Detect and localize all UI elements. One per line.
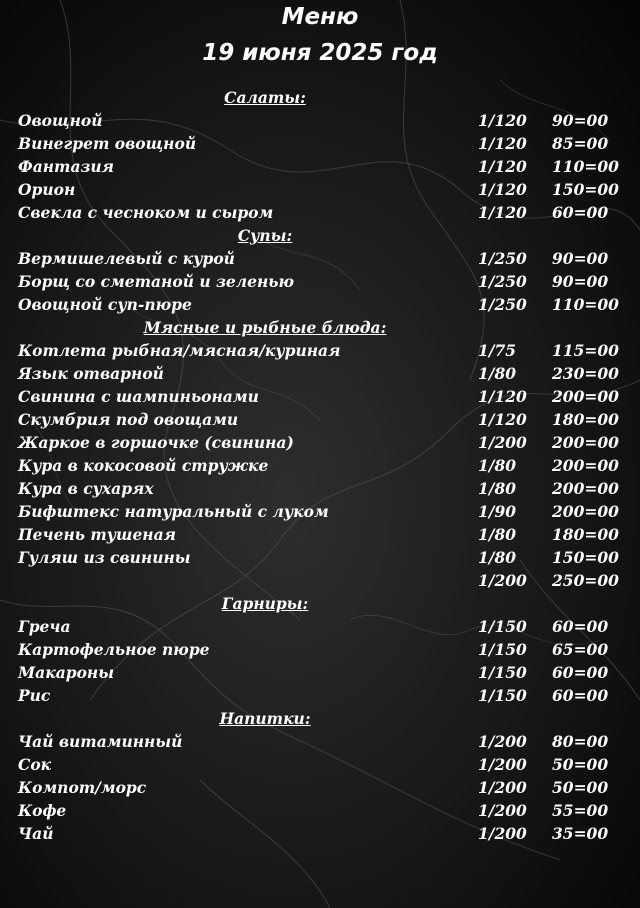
item-price: 250=00 xyxy=(552,571,619,590)
item-name: Кура в сухарях xyxy=(18,479,154,498)
item-price: 50=00 xyxy=(552,778,609,797)
item-name: Кура в кокосовой стружке xyxy=(18,456,269,475)
item-portion: 1/200 xyxy=(478,732,527,751)
item-price: 90=00 xyxy=(552,111,609,130)
menu-item xyxy=(0,431,640,454)
menu-item xyxy=(0,684,640,707)
item-name: Сок xyxy=(18,755,52,774)
item-portion: 1/120 xyxy=(478,111,527,130)
item-price: 110=00 xyxy=(552,157,619,176)
menu-list xyxy=(0,86,640,845)
item-portion: 1/200 xyxy=(478,801,527,820)
item-name: Язык отварной xyxy=(18,364,164,383)
menu-item xyxy=(0,109,640,132)
section-heading-sides: Гарниры: xyxy=(221,594,309,613)
item-portion: 1/200 xyxy=(478,571,527,590)
menu-item xyxy=(0,270,640,293)
item-price: 115=00 xyxy=(552,341,619,360)
item-name: Греча xyxy=(18,617,71,636)
menu-item xyxy=(0,477,640,500)
item-price: 35=00 xyxy=(552,824,609,843)
item-name: Овощной xyxy=(18,111,103,130)
item-name: Вермишелевый с курой xyxy=(18,249,235,268)
item-portion: 1/250 xyxy=(478,295,527,314)
item-price: 60=00 xyxy=(552,203,609,222)
section-heading-meat-fish: Мясные и рыбные блюда: xyxy=(143,318,387,337)
menu-item xyxy=(0,822,640,845)
item-price: 55=00 xyxy=(552,801,609,820)
menu-item xyxy=(0,132,640,155)
item-price: 60=00 xyxy=(552,617,609,636)
item-portion: 1/80 xyxy=(478,456,517,475)
item-name: Чай витаминный xyxy=(18,732,183,751)
item-portion: 1/120 xyxy=(478,203,527,222)
item-portion: 1/250 xyxy=(478,249,527,268)
item-portion: 1/80 xyxy=(478,525,517,544)
menu-item xyxy=(0,753,640,776)
menu-item xyxy=(0,523,640,546)
item-price: 65=00 xyxy=(552,640,609,659)
menu-item xyxy=(0,155,640,178)
item-portion: 1/250 xyxy=(478,272,527,291)
menu-item xyxy=(0,730,640,753)
item-price: 60=00 xyxy=(552,663,609,682)
item-price: 180=00 xyxy=(552,410,619,429)
item-price: 180=00 xyxy=(552,525,619,544)
menu-item xyxy=(0,385,640,408)
item-price: 200=00 xyxy=(552,456,619,475)
item-name: Бифштекс натуральный с луком xyxy=(18,502,329,521)
item-price: 200=00 xyxy=(552,479,619,498)
item-name: Винегрет овощной xyxy=(18,134,197,153)
item-price: 200=00 xyxy=(552,387,619,406)
item-portion: 1/80 xyxy=(478,364,517,383)
menu-item xyxy=(0,569,640,592)
item-price: 90=00 xyxy=(552,272,609,291)
menu-item xyxy=(0,546,640,569)
item-name: Свинина с шампиньонами xyxy=(18,387,259,406)
item-portion: 1/120 xyxy=(478,180,527,199)
item-price: 60=00 xyxy=(552,686,609,705)
item-price: 150=00 xyxy=(552,180,619,199)
menu-item xyxy=(0,661,640,684)
item-name: Чай xyxy=(18,824,54,843)
section-heading-salads: Салаты: xyxy=(224,88,306,107)
section-heading-soups: Супы: xyxy=(237,226,293,245)
item-portion: 1/120 xyxy=(478,157,527,176)
item-portion: 1/200 xyxy=(478,778,527,797)
item-price: 200=00 xyxy=(552,502,619,521)
item-name: Печень тушеная xyxy=(18,525,176,544)
menu-item xyxy=(0,776,640,799)
menu-item xyxy=(0,178,640,201)
menu-item xyxy=(0,201,640,224)
item-portion: 1/200 xyxy=(478,824,527,843)
menu-item xyxy=(0,293,640,316)
item-name: Жаркое в горшочке (свинина) xyxy=(18,433,294,452)
item-portion: 1/120 xyxy=(478,387,527,406)
item-portion: 1/150 xyxy=(478,617,527,636)
item-name: Фантазия xyxy=(18,157,114,176)
item-price: 230=00 xyxy=(552,364,619,383)
item-portion: 1/80 xyxy=(478,548,517,567)
item-name: Скумбрия под овощами xyxy=(18,410,239,429)
item-name: Борщ со сметаной и зеленью xyxy=(18,272,295,291)
item-portion: 1/200 xyxy=(478,433,527,452)
item-portion: 1/90 xyxy=(478,502,517,521)
menu-item xyxy=(0,339,640,362)
item-name: Макароны xyxy=(18,663,114,682)
item-price: 150=00 xyxy=(552,548,619,567)
item-price: 85=00 xyxy=(552,134,609,153)
item-portion: 1/120 xyxy=(478,410,527,429)
item-name: Рис xyxy=(18,686,51,705)
item-portion: 1/75 xyxy=(478,341,517,360)
item-name: Овощной суп-пюре xyxy=(18,295,192,314)
item-name: Компот/морс xyxy=(18,778,147,797)
menu-title: Меню xyxy=(281,4,359,30)
item-portion: 1/120 xyxy=(478,134,527,153)
menu-item xyxy=(0,362,640,385)
menu-item xyxy=(0,247,640,270)
menu-date: 19 июня 2025 год xyxy=(202,40,438,66)
item-price: 110=00 xyxy=(552,295,619,314)
item-price: 80=00 xyxy=(552,732,609,751)
item-name: Гуляш из свинины xyxy=(18,548,191,567)
section-heading-drinks: Напитки: xyxy=(219,709,311,728)
item-name: Свекла с чесноком и сыром xyxy=(18,203,274,222)
item-portion: 1/80 xyxy=(478,479,517,498)
item-portion: 1/150 xyxy=(478,686,527,705)
item-portion: 1/200 xyxy=(478,755,527,774)
menu-item xyxy=(0,615,640,638)
menu-item xyxy=(0,454,640,477)
item-name: Картофельное пюре xyxy=(18,640,210,659)
item-name: Орион xyxy=(18,180,76,199)
menu-item xyxy=(0,638,640,661)
menu-item xyxy=(0,799,640,822)
item-portion: 1/150 xyxy=(478,663,527,682)
item-price: 200=00 xyxy=(552,433,619,452)
menu-item xyxy=(0,500,640,523)
item-name: Котлета рыбная/мясная/куриная xyxy=(18,341,341,360)
menu-item xyxy=(0,408,640,431)
item-price: 50=00 xyxy=(552,755,609,774)
item-price: 90=00 xyxy=(552,249,609,268)
item-portion: 1/150 xyxy=(478,640,527,659)
item-name: Кофе xyxy=(18,801,67,820)
